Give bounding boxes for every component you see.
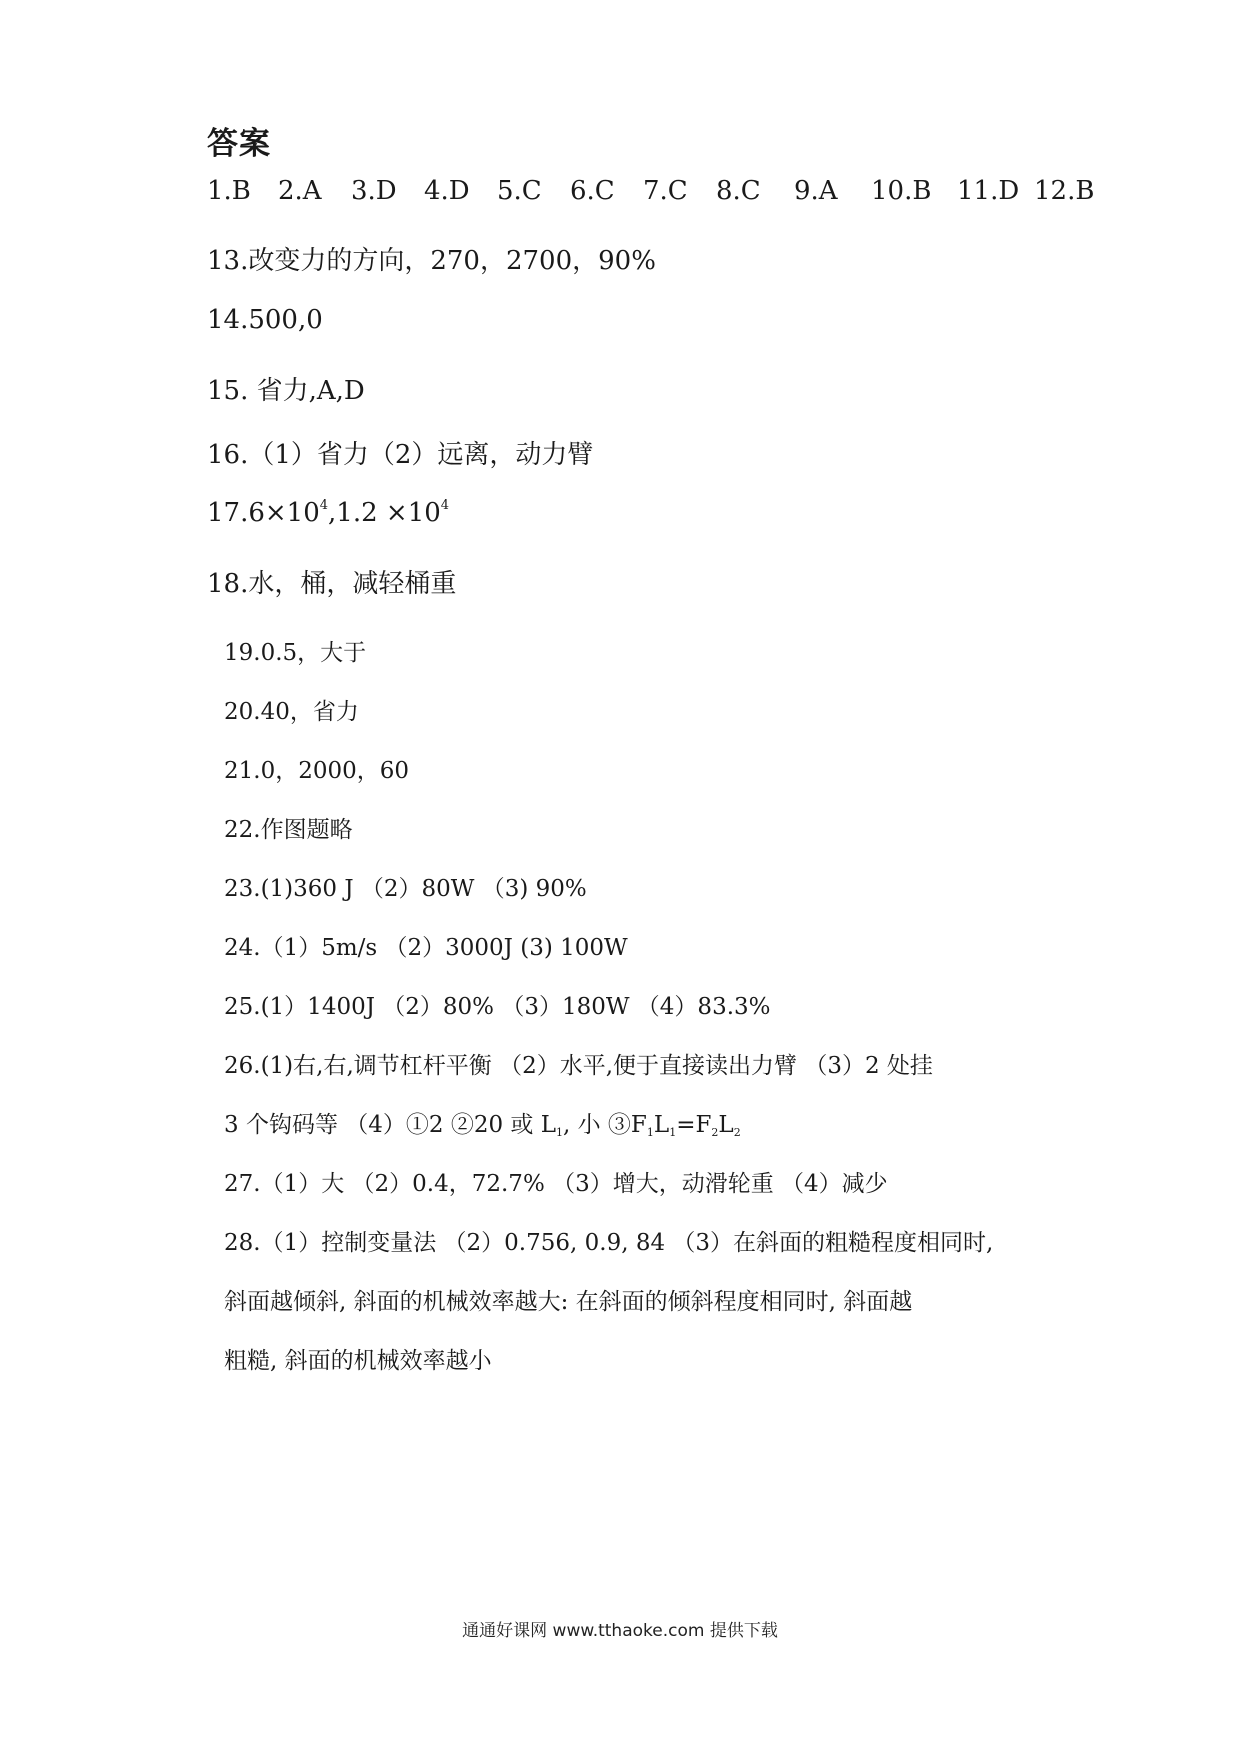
answer-26-text-d: =F bbox=[676, 1112, 712, 1138]
mc-answer: 4.D bbox=[424, 176, 470, 206]
answer-26-subscript: 1 bbox=[646, 1126, 654, 1139]
answer-19: 19.0.5，大于 bbox=[224, 640, 367, 666]
answer-25: 25.(1）1400J （2）80% （3）180W （4）83.3% bbox=[224, 994, 771, 1020]
answer-17 bbox=[207, 498, 449, 528]
answer-26-text-e: L bbox=[718, 1112, 734, 1138]
mc-answer: 10.B bbox=[871, 176, 932, 206]
answer-26-text-b: , 小 ③F bbox=[563, 1112, 647, 1138]
mc-answer: 1.B bbox=[207, 176, 251, 206]
answer-21: 21.0，2000，60 bbox=[224, 758, 410, 784]
mc-answer: 11.D bbox=[957, 176, 1020, 206]
answer-26-subscript: 1 bbox=[669, 1126, 677, 1139]
answer-26-text-a: 3 个钩码等 （4）①2 ②20 或 L bbox=[224, 1112, 556, 1138]
answer-15: 15. 省力,A,D bbox=[207, 376, 365, 406]
mc-answer: 2.A bbox=[278, 176, 322, 206]
mc-answer: 8.C bbox=[716, 176, 761, 206]
answer-18: 18.水，桶，减轻桶重 bbox=[207, 569, 457, 599]
answer-23: 23.(1)360 J （2）80W （3) 90% bbox=[224, 876, 587, 902]
mc-answer: 6.C bbox=[570, 176, 615, 206]
page-heading: 答案 bbox=[207, 126, 271, 162]
answer-13: 13.改变力的方向，270，2700，90% bbox=[207, 246, 656, 276]
answer-26-subscript: 1 bbox=[556, 1126, 563, 1139]
answer-17-exponent-1: 4 bbox=[319, 498, 329, 513]
multiple-choice-answers bbox=[207, 176, 1107, 212]
answer-26-line-2 bbox=[224, 1106, 741, 1139]
answer-17-exponent-2: 4 bbox=[440, 498, 450, 513]
mc-answer: 9.A bbox=[794, 176, 838, 206]
mc-answer: 5.C bbox=[497, 176, 542, 206]
answer-27: 27.（1）大 （2）0.4，72.7% （3）增大，动滑轮重 （4）减少 bbox=[224, 1171, 888, 1197]
answer-26-line-1: 26.(1)右,右,调节杠杆平衡 （2）水平,便于直接读出力臂 （3）2 处挂 bbox=[224, 1053, 933, 1079]
answer-17-middle: ,1.2 ×10 bbox=[328, 498, 441, 528]
page-footer: 通通好课网 www.tthaoke.com 提供下载 bbox=[462, 1621, 778, 1641]
answer-22: 22.作图题略 bbox=[224, 817, 353, 843]
answer-26-text-c: L bbox=[653, 1112, 670, 1138]
answer-14: 14.500,0 bbox=[207, 305, 323, 335]
answer-20: 20.40，省力 bbox=[224, 699, 359, 725]
mc-answer: 7.C bbox=[643, 176, 688, 206]
answer-26-subscript: 2 bbox=[733, 1126, 741, 1139]
answer-28-line-1: 28.（1）控制变量法 （2）0.756, 0.9, 84 （3）在斜面的粗糙程度相同时, bbox=[224, 1230, 994, 1256]
answer-24: 24.（1）5m/s （2）3000J (3) 100W bbox=[224, 935, 628, 961]
answer-28-line-3: 粗糙, 斜面的机械效率越小 bbox=[224, 1348, 492, 1374]
answer-28-line-2: 斜面越倾斜, 斜面的机械效率越大: 在斜面的倾斜程度相同时, 斜面越 bbox=[224, 1289, 913, 1315]
answer-17-prefix: 17.6×10 bbox=[207, 498, 320, 528]
answer-26-subscript: 2 bbox=[711, 1126, 719, 1139]
mc-answer: 12.B bbox=[1034, 176, 1095, 206]
answer-16: 16.（1）省力（2）远离，动力臂 bbox=[207, 440, 594, 470]
mc-answer: 3.D bbox=[351, 176, 397, 206]
